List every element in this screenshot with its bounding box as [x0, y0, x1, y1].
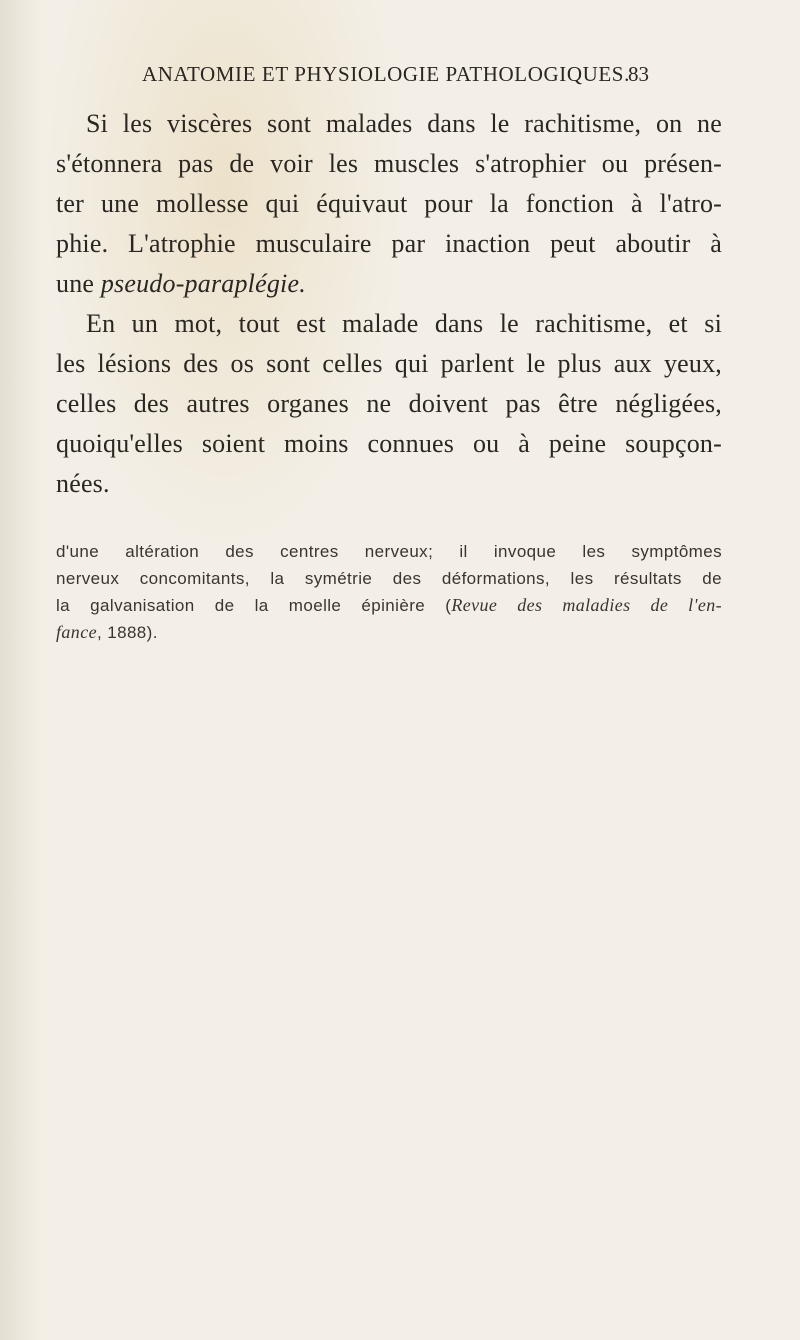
footnote-citation-title: Revue des maladies de l'en- — [451, 595, 722, 615]
paragraph-2-line-3: celles des autres organes ne doivent pas être négligées, — [56, 389, 722, 418]
footnote-citation-year: , 1888). — [96, 623, 158, 642]
footnote — [56, 538, 722, 646]
main-text — [56, 104, 722, 504]
footnote-line-3 — [56, 592, 722, 619]
paragraph-1-line-5 — [56, 264, 722, 304]
footnote-line-2: nerveux concomitants, la symétrie des déformations, les résultats de — [56, 569, 722, 588]
paragraph-1-line-1: Si les viscères sont malades dans le rachitisme, on ne — [86, 109, 722, 138]
paragraph-2-line-4: quoiqu'elles soient moins connues ou à peine soupçon- — [56, 429, 722, 458]
paragraph-1-line-5-prefix: une — [56, 269, 101, 298]
footnote-citation-title-end: fance — [56, 622, 97, 642]
paragraph-1-line-4: phie. L'atrophie musculaire par inaction peut aboutir à — [56, 229, 722, 258]
footnote-line-4 — [56, 619, 722, 646]
page-number: 83 — [628, 62, 649, 86]
footnote-line-3-prefix: la galvanisation de la moelle épinière ( — [56, 596, 452, 615]
paragraph-2-line-1: En un mot, tout est malade dans le rachitisme, et si — [86, 309, 722, 338]
running-header: ANATOMIE ET PHYSIOLOGIE PATHOLOGIQUES. — [142, 62, 630, 86]
paragraph-1-line-2: s'étonnera pas de voir les muscles s'atrophier ou présen- — [56, 149, 722, 178]
footnote-line-1: d'une altération des centres nerveux; il invoque les symptômes — [56, 542, 722, 561]
emphasized-term: pseudo-paraplégie. — [100, 269, 306, 298]
paragraph-1-line-3: ter une mollesse qui équivaut pour la fonction à l'atro- — [56, 189, 722, 218]
paragraph-2-line-2: les lésions des os sont celles qui parlent le plus aux yeux, — [56, 349, 722, 378]
paragraph-2-line-5: nées. — [56, 469, 110, 498]
